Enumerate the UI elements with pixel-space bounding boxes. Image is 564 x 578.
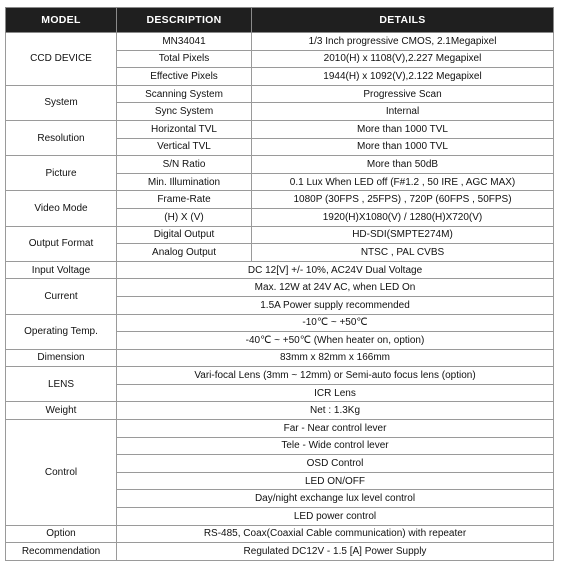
table-row <box>6 191 554 209</box>
table-row <box>6 156 554 174</box>
spec-detail: 1.5A Power supply recommended <box>117 296 554 314</box>
spec-description: Min. Illumination <box>117 173 252 191</box>
spec-detail: More than 50dB <box>252 156 554 174</box>
spec-description: Horizontal TVL <box>117 120 252 138</box>
spec-detail: HD-SDI(SMPTE274M) <box>252 226 554 244</box>
table-row <box>6 226 554 244</box>
spec-detail: 1920(H)X1080(V) / 1280(H)X720(V) <box>252 208 554 226</box>
spec-detail: Tele - Wide control lever <box>117 437 554 455</box>
spec-detail: RS-485, Coax(Coaxial Cable communication) with repeater <box>117 525 554 543</box>
table-row <box>6 367 554 385</box>
table-row <box>6 261 554 279</box>
spec-detail: Regulated DC12V - 1.5 [A] Power Supply <box>117 543 554 561</box>
spec-detail: Vari-focal Lens (3mm ~ 12mm) or Semi-auto focus lens (option) <box>117 367 554 385</box>
spec-detail: 1080P (30FPS , 25FPS) , 720P (60FPS , 50FPS) <box>252 191 554 209</box>
table-row <box>6 279 554 297</box>
table-row <box>6 33 554 51</box>
spec-description: Total Pixels <box>117 50 252 68</box>
spec-group-label: LENS <box>6 367 117 402</box>
spec-group-label: Picture <box>6 156 117 191</box>
table-row <box>6 314 554 332</box>
header-description: DESCRIPTION <box>117 8 252 33</box>
spec-group-label: System <box>6 85 117 120</box>
spec-detail: Internal <box>252 103 554 121</box>
spec-description: Sync System <box>117 103 252 121</box>
header-model: MODEL <box>6 8 117 33</box>
spec-detail: 2010(H) x 1108(V),2.227 Megapixel <box>252 50 554 68</box>
spec-description: Effective Pixels <box>117 68 252 86</box>
spec-detail: OSD Control <box>117 455 554 473</box>
spec-detail: Day/night exchange lux level control <box>117 490 554 508</box>
spec-detail: More than 1000 TVL <box>252 138 554 156</box>
spec-detail: NTSC , PAL CVBS <box>252 244 554 262</box>
spec-group-label: Control <box>6 420 117 526</box>
spec-detail: Net : 1.3Kg <box>117 402 554 420</box>
spec-description: Analog Output <box>117 244 252 262</box>
spec-group-label: Recommendation <box>6 543 117 561</box>
table-row <box>6 525 554 543</box>
spec-detail: More than 1000 TVL <box>252 120 554 138</box>
spec-description: Vertical TVL <box>117 138 252 156</box>
spec-detail: -40℃ ~ +50℃ (When heater on, option) <box>117 332 554 350</box>
spec-description: S/N Ratio <box>117 156 252 174</box>
spec-description: Scanning System <box>117 85 252 103</box>
spec-group-label: Operating Temp. <box>6 314 117 349</box>
spec-description: Digital Output <box>117 226 252 244</box>
spec-detail: 1/3 Inch progressive CMOS, 2.1Megapixel <box>252 33 554 51</box>
spec-detail: Progressive Scan <box>252 85 554 103</box>
table-row <box>6 120 554 138</box>
spec-detail: ICR Lens <box>117 384 554 402</box>
spec-detail: Max. 12W at 24V AC, when LED On <box>117 279 554 297</box>
table-row <box>6 543 554 561</box>
spec-group-label: Current <box>6 279 117 314</box>
spec-group-label: CCD DEVICE <box>6 33 117 86</box>
header-details: DETAILS <box>252 8 554 33</box>
spec-detail: DC 12[V] +/- 10%, AC24V Dual Voltage <box>117 261 554 279</box>
table-row <box>6 85 554 103</box>
spec-group-label: Video Mode <box>6 191 117 226</box>
spec-description: MN34041 <box>117 33 252 51</box>
spec-table <box>5 7 554 561</box>
spec-detail: 0.1 Lux When LED off (F#1.2 , 50 IRE , AGC MAX) <box>252 173 554 191</box>
table-row <box>6 420 554 438</box>
spec-group-label: Weight <box>6 402 117 420</box>
spec-group-label: Output Format <box>6 226 117 261</box>
spec-detail: LED power control <box>117 508 554 526</box>
table-row <box>6 349 554 367</box>
header-row <box>6 8 554 33</box>
spec-description: (H) X (V) <box>117 208 252 226</box>
spec-group-label: Option <box>6 525 117 543</box>
spec-detail: 83mm x 82mm x 166mm <box>117 349 554 367</box>
table-row <box>6 402 554 420</box>
spec-group-label: Resolution <box>6 120 117 155</box>
spec-detail: Far - Near control lever <box>117 420 554 438</box>
spec-group-label: Input Voltage <box>6 261 117 279</box>
spec-group-label: Dimension <box>6 349 117 367</box>
spec-detail: LED ON/OFF <box>117 472 554 490</box>
spec-description: Frame-Rate <box>117 191 252 209</box>
spec-detail: 1944(H) x 1092(V),2.122 Megapixel <box>252 68 554 86</box>
spec-body <box>6 33 554 561</box>
spec-detail: -10℃ ~ +50℃ <box>117 314 554 332</box>
